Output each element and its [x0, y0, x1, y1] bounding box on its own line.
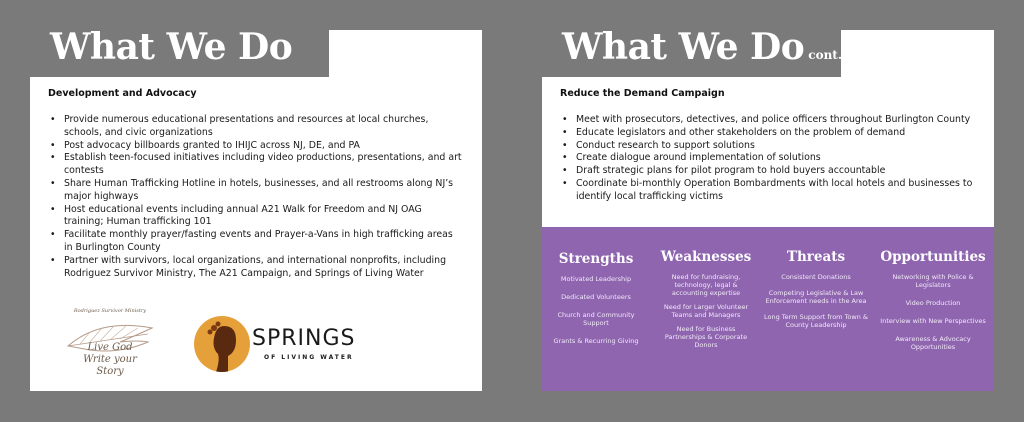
list-item: • Coordinate bi-monthly Operation Bombardments with local hotels and businesses to identify local trafficking victims [560, 178, 974, 204]
partner-logos [48, 306, 462, 384]
swot-threats [764, 249, 868, 337]
swot-heading: Opportunities [880, 249, 986, 265]
list-item: • Provide numerous educational presentations and resources at local churches, schools, and civic organizations [48, 114, 462, 140]
title-bar [30, 26, 329, 77]
title-suffix: cont. [808, 48, 843, 62]
list-item: • Partner with survivors, local organizations, and international nonprofits, including Rodriguez Survivor Ministry, The A21 Campaign, and Springs of Living Water [48, 255, 462, 281]
swot-strengths [548, 251, 644, 355]
list-item: • Host educational events including annual A21 Walk for Freedom and NJ OAG training; Human trafficking 101 [48, 204, 462, 230]
slide-reduce-demand [542, 26, 994, 391]
swot-heading: Weaknesses [660, 249, 752, 265]
list-item: • Draft strategic plans for pilot program to hold buyers accountable [560, 165, 974, 178]
swot-item: Long Term Support from Town & County Leadership [764, 313, 868, 329]
bullet-list [560, 114, 974, 204]
list-item: • Create dialogue around implementation of solutions [560, 152, 974, 165]
woman-silhouette-icon [194, 316, 250, 372]
swot-item: Interview with New Perspectives [880, 317, 986, 325]
swot-weaknesses [658, 249, 754, 355]
swot-item: Video Production [905, 299, 961, 307]
swot-item: Need for fundraising, technology, legal & accounting expertise [671, 273, 741, 297]
swot-item: Motivated Leadership [560, 275, 632, 283]
list-item: • Educate legislators and other stakeholders on the problem of demand [560, 127, 974, 140]
swot-item: Grants & Recurring Giving [553, 337, 639, 345]
swot-heading: Threats [786, 249, 846, 265]
swot-opportunities [878, 249, 988, 361]
swot-heading: Strengths [558, 251, 634, 267]
list-item: • Share Human Trafficking Hotline in hotels, businesses, and all restrooms along NJ’s major highways [48, 178, 462, 204]
bullet-list [48, 114, 462, 280]
list-item: • Post advocacy billboards granted to IHIJC across NJ, DE, and PA [48, 140, 462, 153]
swot-item: Consistent Donations [781, 273, 851, 281]
section-heading: Development and Advocacy [48, 88, 197, 99]
list-item: • Facilitate monthly prayer/fasting events and Prayer-a-Vans in high trafficking areas in Burlington County [48, 229, 462, 255]
slide-title: What We Do [50, 26, 293, 68]
swot-item: Need for Larger Volunteer Teams and Managers [663, 303, 749, 319]
springs-of-living-water-logo: SPRINGS OF LIVING WATER [194, 316, 394, 376]
swot-item: Need for Business Partnerships & Corporate Donors [664, 325, 748, 349]
swot-item: Dedicated Volunteers [561, 293, 631, 301]
swot-item: Church and Community Support [557, 311, 635, 327]
swot-item: Competing Legislative & Law Enforcement needs in the Area [765, 289, 867, 305]
rodriguez-survivor-ministry-logo: Rodriguez Survivor Ministry Live God Write your Story [60, 308, 160, 384]
list-item: • Conduct research to support solutions [560, 140, 974, 153]
list-item: • Meet with prosecutors, detectives, and police officers throughout Burlington County [560, 114, 974, 127]
slide-title: What We Do cont. [562, 26, 843, 68]
slide-development-advocacy [30, 26, 482, 391]
title-bar [542, 26, 843, 77]
swot-item: Networking with Police & Legislators [892, 273, 974, 289]
section-heading: Reduce the Demand Campaign [560, 88, 725, 99]
swot-panel [542, 227, 994, 391]
list-item: • Establish teen-focused initiatives including video productions, presentations, and art contests [48, 152, 462, 178]
swot-item: Awareness & Advocacy Opportunities [895, 335, 971, 351]
